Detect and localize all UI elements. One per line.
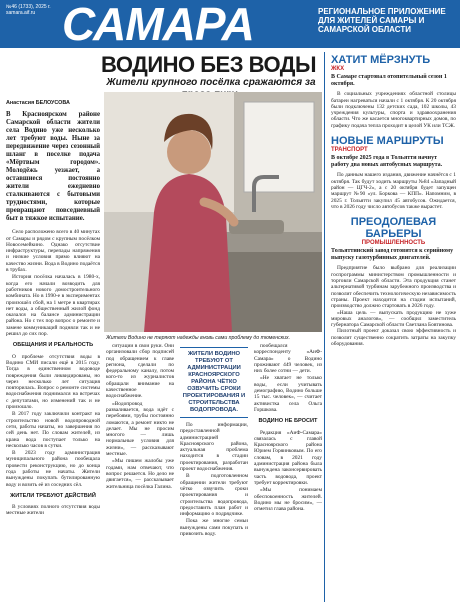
- photo-caption: Жители Водино не теряют надежды вновь сами проблему до тюменских.: [106, 335, 291, 341]
- paragraph: «Мы пишем жалобы уже годами, нам отвечают, что вопрос решается. Но дело не двигается», — рассказывает жительница посёлка Галина.: [106, 458, 174, 490]
- article-lead: В Красноярском районе Самарской области жители села Водино уже несколько лет требуют воды. Ныне за передвижение через сезонный шланг в поселке подача «Мёртвым городом». Молодёжь уезжает, а оставшиеся постоянно жители ежедневно сталкиваются с бытовыми трудностями, которые превращают повседневный быт в тяжкое испытание.: [6, 111, 100, 223]
- sidebar-story-title: НОВЫЕ МАРШРУТЫ: [331, 135, 444, 148]
- paragraph: В социальных учреждениях областной столицы батареи нагреваться начали с 1 октября. К 20 октября были подключены 132 детских сада, 102 школы, 43 учреждения культуры, спорта и здравоохранения области. Что же касается многоквартирных домов, по графику подача тепла проходит в целой УК или ТСЖ.: [331, 91, 456, 129]
- paragraph: «Водопровод разваливается, вода идёт с перебоями, трубы постоянно ломаются, а ремонт никто не делает. Мы не просим многого — лишь нормальные условия для жизни», — рассказывают местные.: [106, 400, 174, 458]
- paragraph: В подготовленном обращении жители требуют чётко озвучить сроки проектирования и строительства водопровода, предоставить план работ и информацию о подрядчике.: [180, 473, 248, 518]
- article-subheadline: Жители крупного посёлка сражаются за: [106, 77, 316, 88]
- news-sidebar: [327, 48, 460, 605]
- paragraph: В 2023 году администрация муниципального района пообещала провести реконструкцию, но до конца года работы не начаты. Жители вынуждены покупать бутилированную воду и возить её из соседних сёл.: [6, 450, 100, 488]
- paragraph: Редакция «АиФ-Самара» связалась с главой Красноярского района Юрием Горяинковым. По его словам, в 2021 году администрация района была вынуждена законсервировать часть водовода, проект требует корректировки.: [254, 429, 322, 486]
- paragraph: О проблеме отсутствия воды в Водино СМИ писали ещё в 2015 году. Тогда в единственном водоводе повреждения были ликвидированы, но через несколько лет ситуация повторилась. Вопрос о ремонте системы водоснабжения поднимался на встречах с депутатами, но изменений так и не произошло.: [6, 353, 100, 411]
- sidebar-story-rubric: ПРОМЫШЛЕННОСТЬ: [361, 240, 426, 247]
- paragraph: «Не хватает не только воды, если учитывать демографию, Водино больше 15 тыс. человек», — считает активистка села Ольга Горшкова.: [254, 375, 322, 413]
- paragraph: По данным нашего издания, движение начнётся с 1 октября. Так будут ходить маршруты №84 «Западный район — ЦГЧ-2», а с 20 октября будет запущен маршрут №90 «ул. Боркова — КПП». Напомним, в 2025 г. Тольятти закупил 45 автобусов. Ожидается, что в 2026 году число автобусов также вырастет.: [331, 172, 456, 210]
- paragraph: В 2017 году заключили контракт на строительство новой водопроводной сети, работы начаты, но завершения по сей день нет. По словам жителей, из крана вода поступает только на несколько часов в сутки.: [6, 411, 100, 449]
- paragraph: ситуации в свои руки. Они организовали сбор подписей под обращением к главе региона, сделали по федеральному каналу, потом кого-то из журналистов обращали внимание на качественное водоснабжение.: [106, 343, 174, 400]
- article-column-2: [106, 343, 174, 601]
- paragraph: «Наша цель — выпускать продукцию не хуже мировых аналогов», — сообщил заместитель губернатора Самарской области Светлана Бовтинова.: [331, 309, 456, 329]
- article-column-1: [6, 100, 100, 600]
- woman-at-sink-photo: [104, 92, 322, 332]
- sidebar-story-lead: В октябре 2025 года в Тольятти начнут работу два новых автобусных маршрута.: [331, 155, 443, 169]
- paragraph: Село расположено всего в 40 минутах от Самары и рядом с крупным посёлком Новосемейкино. Однако отсутствие инфраструктуры, перепады напряжения и низкие условия прямо влияют на качество жизни. Вода в Водино подаётся в трубах.: [6, 229, 100, 274]
- masthead-bar: [0, 0, 460, 48]
- sidebar-story-title: ХАТИТ МЁРЗНУТЬ: [331, 54, 431, 66]
- article-headline: ВОДИНО БЕЗ ВОДЫ: [100, 52, 316, 77]
- section-heading: ЖИТЕЛИ ТРЕБУЮТ ДЕЙСТВИЙ: [10, 492, 96, 499]
- sidebar-story-rubric: ЖКХ: [331, 66, 345, 72]
- sidebar-story-lead: Тольяттинский завод готовится к серийному выпуску газотурбинных двигателей.: [331, 248, 454, 262]
- paragraph: История посёлка началась в 1980-х, когда его начали возводить для работников нового домостроительного комбината. Но в 1990-е в экспериментах произошёл сбой, на 1 метре в квартирах нет воды, а общественный жилой фонд оказался на балансе администрации района. Но с тех пор вопрос о ремонте и замене коммуникаций подняли так и не решил до сих пор.: [6, 274, 100, 338]
- article-photo: [104, 92, 322, 332]
- sidebar-story-rubric: ТРАНСПОРТ: [331, 147, 368, 154]
- paragraph: Пилотный проект доказал свою эффективность и позволит существенно сократить затраты на закупку оборудования.: [331, 328, 456, 348]
- sidebar-story-title: ПРЕОДОЛЕВАЯ БАРЬЕРЫ: [350, 216, 437, 241]
- section-heading: ОБЕЩАНИЯ И РЕАЛЬНОСТЬ: [12, 342, 94, 349]
- paragraph: По информации, предоставленной администрацией Красноярского района, актуальная проблема находится в стадии проектирования, разработан проект водоснабжения.: [180, 422, 248, 473]
- column-divider: [324, 52, 325, 602]
- paragraph: пообещался корреспонденту «АиФ-Самара» о Водино проживают 449 человек, из них более сотни — дети.: [254, 343, 322, 375]
- site-url[interactable]: samara.aif.ru: [6, 10, 36, 16]
- article-byline: Анастасия БЕЛОУСОВА: [6, 100, 70, 106]
- sidebar-story-text: [331, 172, 456, 210]
- sidebar-story-text: [331, 91, 456, 129]
- article-column-4: [254, 343, 322, 601]
- masthead-title: САМАРА: [62, 0, 254, 50]
- paragraph: Предприятие было выбрано для реализации госпрограммы министерством промышленности и торговли Самарской области. Эта продукция станет альтернативой турбинам зарубежного производства и позволит обеспечить технологическую независимость страны. Проект находится на стадии испытаний, производство должно стартовать в 2026 году.: [331, 265, 456, 310]
- supplement-label: РЕГИОНАЛЬНОЕ ПРИЛОЖЕНИЕ ДЛЯ ЖИТЕЛЕЙ САМАРЫ И САМАРСКОЙ ОБЛАСТИ: [318, 7, 446, 34]
- paragraph: В условиях полного отсутствия воды местные жители: [6, 504, 100, 517]
- section-heading: ВОДИНО НЕ БРОСИТ: [258, 418, 318, 425]
- paragraph: «Мы понимаем обеспокоенность жителей. Водино мы не бросим», — отметил глава района.: [254, 487, 322, 513]
- pull-quote: ЖИТЕЛИ ВОДИНО ТРЕБУЮТ ОТ АДМИНИСТРАЦИИ КРАСНОЯРСКОГО РАЙОНА ЧЁТКО ОЗВУЧИТЬ СРОКИ ПРОЕКТИРОВАНИЯ И СТРОИТЕЛЬСТВА ВОДОПРОВОДА.: [180, 347, 248, 418]
- sidebar-story-lead: В Самаре стартовал отопительный сезон 1 октября.: [331, 74, 447, 88]
- sidebar-story-text: [331, 265, 456, 347]
- issue-info: [6, 4, 62, 16]
- issue-number: №46 (1733), 2025 г.: [6, 4, 51, 10]
- article-column-3: [180, 343, 248, 601]
- paragraph: Пока же многие семьи вынуждены сами покупать и привозить воду.: [180, 518, 248, 538]
